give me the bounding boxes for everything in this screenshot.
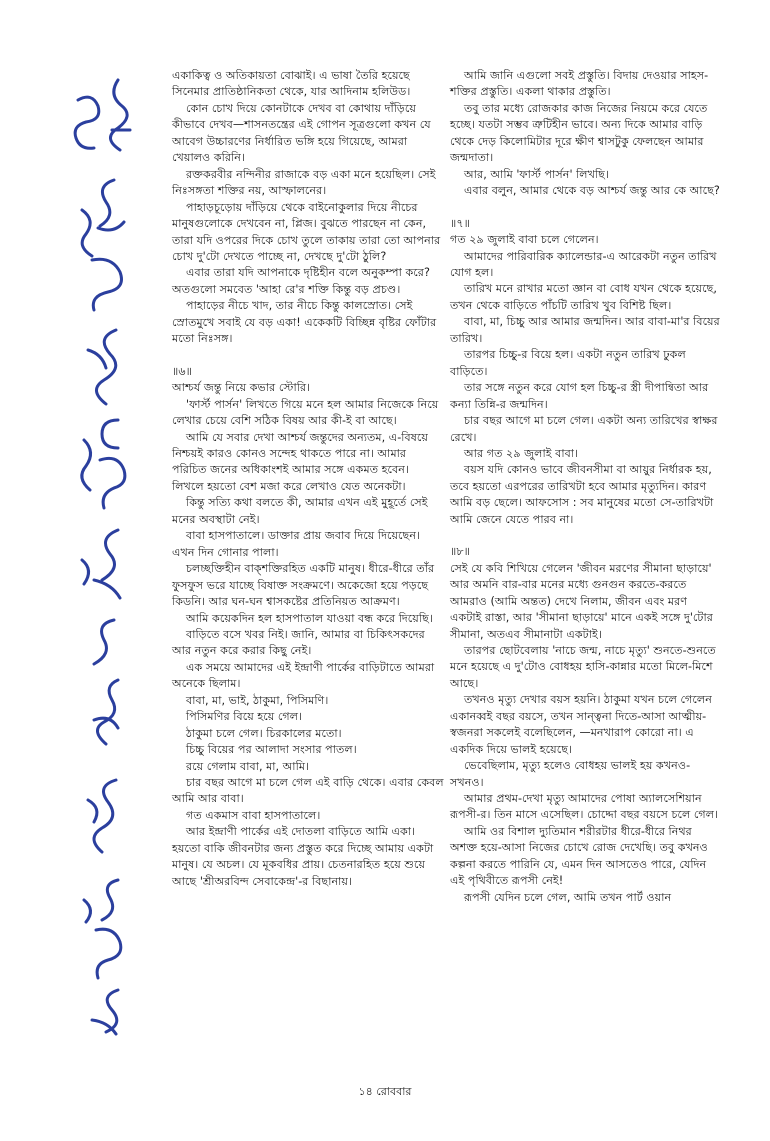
paragraph: এবার তারা যদি আপনাকে দৃষ্টিহীন বলে অনুকম্পা করে? অতগুলো সমবেত 'আহা রে'র শক্তি কিন্তু বড় প্রচণ্ড। xyxy=(172,266,430,296)
paragraph: আর গত ২৯ জুলাই বাবা। xyxy=(464,446,579,460)
paragraph: রক্তকরবীর নন্দিনীর রাজাকে বড় একা মনে হয়েছিল। সেই নিঃসঙ্গতা শক্তির নয়, আস্ফালনের। xyxy=(172,167,436,198)
paragraph: তার সঙ্গে নতুন করে যোগ হল চিচ্চু-র স্ত্রী দীপান্বিতা আর কন্যা তিন্নি-র জন্মদিন। xyxy=(450,381,709,411)
paragraph: পিসিমণির বিয়ে হয়ে গেল। xyxy=(186,710,303,724)
paragraph: আমি ওর বিশাল দ্যুতিমান শরীরটার ধীরে-ধীরে নিথর অশক্ত হয়ে-আসা নিজের চোখে রোজ দেখেছি। তবু কখনও কল্পনা করতে পারিনি যে, এমন দিন আসতেও পারে, যেদিন এই পৃথিবীতে রূপসী নেই! xyxy=(450,824,708,888)
paragraph: আমি যে সবার দেখা আশ্চর্য জন্তুদের অন্যতম, এ-বিষয়ে নিশ্চয়ই কারও কোনও সন্দেহ থাকতে পারে না। আমার পরিচিত জনের অধিকাংশই আমার সঙ্গে একমত হবেন। লিখলে হয়তো বেশ মজা করে লেখাও যেত অনেকটা। xyxy=(172,430,428,493)
paragraph: তবু তার মধ্যে রোজকার কাজ নিজের নিয়মে করে যেতে হচ্ছে। যতটা সম্ভব ত্রুটিহীন ভাবে। অন্য দিকে আমার বাড়ি থেকে দেড় কিলোমিটার দূরে ক্ষীণ শ্বাসটুকু ফেলছেন আমার জন্মদাতা। xyxy=(450,101,708,165)
paragraph: পাহাড়চূড়োয় দাঁড়িয়ে থেকে বাইনোকুলার দিয়ে নীচের মানুষগুলোকে দেখবেন না, প্লিজ। বুঝতে পারছেন না কেন, তারা যদি ওপরের দিকে চোখ তুলে তাকায় তারা তো আপনার চোখ দু'টো দেখতে পাচ্ছে না, দেখছে দু'টো ঠুলি? xyxy=(172,200,441,263)
handwritten-margin-heading xyxy=(48,60,148,1060)
paragraph: রয়ে গেলাম বাবা, মা, আমি। xyxy=(186,759,310,773)
paragraph: গত একমাস বাবা হাসপাতালে। xyxy=(186,808,321,822)
section-number: ॥৭॥ xyxy=(450,216,470,230)
paragraph: এক সময়ে আমাদের এই ইন্দ্রাণী পার্কের বাড়িটাতে আমরা অনেকে ছিলাম। xyxy=(172,660,435,691)
paragraph: আমি কয়েকদিন হল হাসপাতাল যাওয়া বন্ধ করে দিয়েছি। xyxy=(186,611,433,625)
paragraph: ভেবেছিলাম, মৃত্যু হলেও বোধহয় ভালই হয় কখনও-সখনও। xyxy=(450,759,691,789)
paragraph: বয়স যদি কোনও ভাবে জীবনসীমা বা আয়ুর নির্ধারক হয়, তবে হয়তো এরপরের তারিখটা হবে আমার মৃত্যুদিন। কারণ আমি বড় ছেলে। আফসোস : সব মানুষের মতো সে-তারিখটা আমি জেনে যেতে পারব না। xyxy=(450,463,714,526)
paragraph: আমি জানি এগুলো সবই প্রস্তুতি। বিদায় দেওয়ার সাহস-শক্তির প্রস্তুতি। একলা থাকার প্রস্তুতি। xyxy=(450,69,709,99)
right-column xyxy=(450,68,722,906)
paragraph: আশ্চর্য জন্তু নিয়ে কভার স্টোরি। xyxy=(172,381,311,395)
paragraph: তারিখ মনে রাখার মতো জ্ঞান বা বোধ যখন থেকে হয়েছে, তখন থেকে বাড়িতে পাঁচটি তারিখ খুব বিশিষ্ট ছিল। xyxy=(450,282,717,312)
section-number: ॥৬॥ xyxy=(172,364,192,378)
paragraph: আর, আমি 'ফার্স্ট পার্সন' লিখছি। xyxy=(464,167,609,181)
section-number: ॥৮॥ xyxy=(450,545,470,559)
paragraph: এবার বলুন, আমার থেকে বড় আশ্চর্য জন্তু আর কে আছে? xyxy=(464,184,720,198)
paragraph: রূপসী যেদিন চলে গেল, আমি তখন পার্ট ওয়ান xyxy=(464,890,672,904)
paragraph: কোন চোখ দিয়ে কোনটাকে দেখব বা কোথায় দাঁড়িয়ে কীভাবে দেখব—শাসনতন্ত্রের এই গোপন সূত্রগুলো কখন যে আবেগ উচ্চারণের নির্ধারিত ভঙ্গি হয়ে গিয়েছে, আমরা খেয়ালও করিনি। xyxy=(172,101,431,165)
paragraph: আর ইন্দ্রাণী পার্কের এই দোতলা বাড়িতে আমি একা। হয়তো বাকি জীবনটার জন্য প্রস্তুত করে দিচ্ছে আমায় একটা মানুষ। যে অচল। যে মূকবধির প্রায়। চেতনারহিত হয়ে শুয়ে আছে 'শ্রীঅরবিন্দ সেবাকেন্দ্র'-র বিছানায়। xyxy=(172,825,434,888)
paragraph: তারপর ছোটবেলায় 'নাচে জন্ম, নাচে মৃত্যু' শুনতে-শুনতে মনে হয়েছে এ দু'টোও বোধহয় হাসি-কান্নার মতো মিলে-মিশে আছে। xyxy=(450,643,716,690)
paragraph: পাহাড়ের নীচে খাদ, তার নীচে কিন্তু কালস্রোত। সেই স্রোতমুখে সবাই যে বড় একা! একেকটি বিচ্ছিন্ন বৃষ্টির ফোঁটার মতো নিঃসঙ্গ। xyxy=(172,299,437,346)
paragraph: চার বছর আগে মা চলে গেল এই বাড়ি থেকে। এবার কেবল আমি আর বাবা। xyxy=(172,776,444,806)
paragraph: বাবা, মা, চিচ্চু আর আমার জন্মদিন। আর বাবা-মা'র বিয়ের তারিখ। xyxy=(450,315,720,345)
paragraph: বাড়িতে বসে খবর নিই। জানি, আমার বা চিকিৎসকদের আর নতুন করে করার কিছু নেই। xyxy=(172,627,425,658)
paragraph: কিন্তু সত্যি কথা বলতে কী, আমার এখন এই মুহূর্তে সেই মনের অবস্থাটা নেই। xyxy=(172,496,428,526)
page-footer: ১৪ রোববার xyxy=(358,1085,412,1098)
paragraph: 'ফার্স্ট পার্সন' লিখতে গিয়ে মনে হল আমার নিজেকে নিয়ে লেখার চেয়ে বেশি সঠিক বিষয় আর কী-ই বা আছে। xyxy=(172,397,439,428)
paragraph: ঠাকুমা চলে গেল। চিরকালের মতো। xyxy=(186,726,342,740)
paragraph: আমাদের পারিবারিক ক্যালেন্ডার-এ আরেকটা নতুন তারিখ যোগ হল। xyxy=(450,249,717,279)
paragraph: চিচ্চু বিয়ের পর আলাদা সংসার পাতল। xyxy=(186,743,357,757)
paragraph: বাবা, মা, ভাই, ঠাকুমা, পিসিমণি। xyxy=(186,693,329,707)
paragraph: তখনও মৃত্যু দেখার বয়স হয়নি। ঠাকুমা যখন চলে গেলেন একানব্বই বছর বয়সে, তখন সান্ত্বনা দিতে-আসা আত্মীয়-স্বজনরা সকলেই বলেছিলেন, —মনখারাপ কোরো না। এ একদিক দিয়ে ভালই হয়েছে। xyxy=(450,693,712,756)
paragraph: চলচ্ছক্তিহীন বাক্শক্তিরহিত একটি মানুষ। ধীরে-ধীরে তাঁর ফুসফুস ভরে যাচ্ছে বিষাক্ত সংক্রমণে। অকেজো হয়ে পড়ছে কিডনি। আর ঘন-ঘন শ্বাসকষ্টের প্রতিনিয়ত আক্রমণ। xyxy=(172,562,435,609)
left-column xyxy=(172,68,444,890)
paragraph: একাকিত্ব ও অতিকায়তা বোঝাই। এ ভাষা তৈরি হয়েছে সিনেমার প্রাতিষ্ঠানিকতা থেকে, যার আদিনাম হলিউড। xyxy=(172,69,411,99)
paragraph: বাবা হাসপাতালে। ডাক্তার প্রায় জবাব দিয়ে দিয়েছেন। এখন দিন গোনার পালা। xyxy=(172,529,421,559)
paragraph: গত ২৯ জুলাই বাবা চলে গেলেন। xyxy=(450,233,599,247)
paragraph: আমার প্রথম-দেখা মৃত্যু আমাদের পোষা অ্যালসেশিয়ান রূপসী-র। তিন মাসে এসেছিল। চোদ্দো বছর বয়সে চলে গেল। xyxy=(450,792,719,822)
paragraph: চার বছর আগে মা চলে গেল। একটা অন্য তারিখের স্বাক্ষর রেখে। xyxy=(450,414,718,444)
paragraph: তারপর চিচ্চু-র বিয়ে হল। একটা নতুন তারিখ ঢুকল বাড়িতে। xyxy=(450,348,686,378)
paragraph: সেই যে কবি শিখিয়ে গেলেন 'জীবন মরণের সীমানা ছাড়ায়ে' আর অমনি বার-বার মনের মধ্যে গুনগুন করতে-করতে আমরাও (আমি অন্তত) দেখে নিলাম, জীবন এবং মরণ একটাই রাস্তা, আর 'সীমানা ছাড়ায়ে' মানে একই সঙ্গে দু'টোর সীমানা, অতএব সীমানাটা একটাই। xyxy=(450,561,713,641)
